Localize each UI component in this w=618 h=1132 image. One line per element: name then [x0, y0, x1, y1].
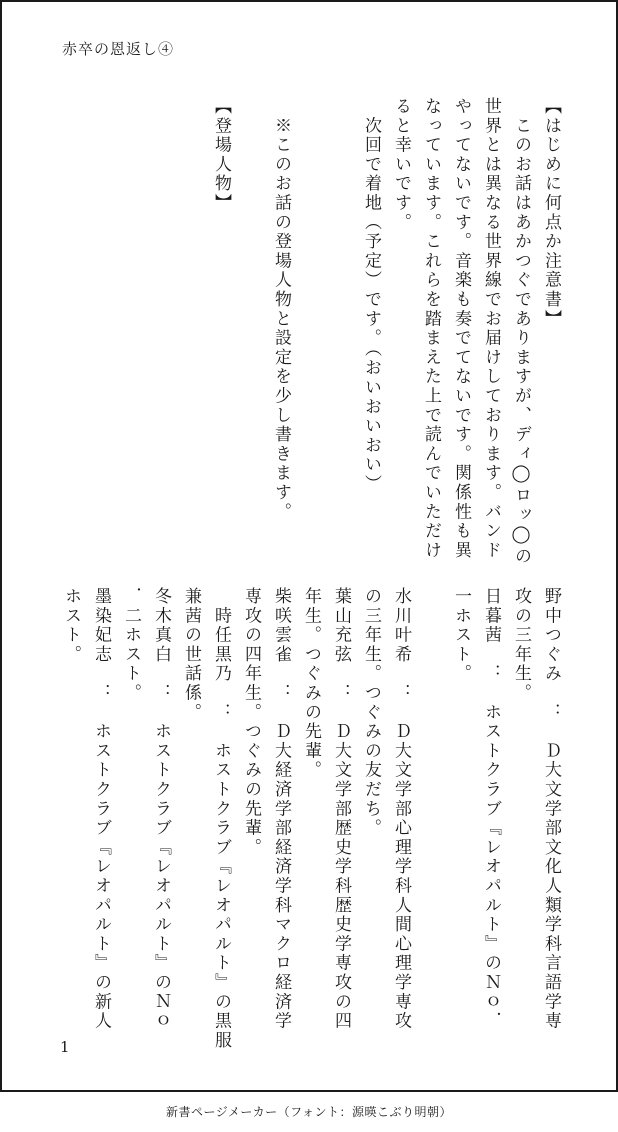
blank-line	[416, 587, 446, 1017]
intro-notes-block	[46, 97, 566, 567]
character-entry: 時任黒乃 ： ホストクラブ『レオパルト』の黒服	[211, 587, 231, 1051]
page-number: 1	[60, 1038, 70, 1056]
section-heading: 【登場人物】	[211, 97, 231, 213]
character-entry: 冬木真白 ： ホストクラブ『レオパルト』のＮｏ	[151, 587, 171, 1031]
text-line: やってないです。音楽も奏でてないです。関係性も異	[451, 97, 471, 561]
text-line: このお話はあかつぐでありますが、ディ◯ロッ◯の	[511, 97, 531, 567]
character-entry: 野中つぐみ ： Ｄ大文学部文化人類学科言語学専	[541, 587, 561, 1031]
character-entry: 日暮茜 ： ホストクラブ『レオパルト』のＮｏ．	[481, 587, 501, 1031]
character-list-block	[46, 587, 566, 1051]
character-entry: 墨染妃志 ： ホストクラブ『レオパルト』の新人	[91, 587, 111, 1031]
character-entry-cont: ．二ホスト。	[121, 587, 141, 703]
character-entry-cont: 専攻の四年生。つぐみの先輩。	[241, 587, 261, 858]
character-entry-cont: ホスト。	[61, 587, 81, 665]
text-line: 【はじめに何点か注意書】	[541, 97, 561, 329]
running-title: 赤卒の恩返し④	[62, 40, 175, 58]
character-entry-cont: の三年生。つぐみの友だち。	[361, 587, 381, 838]
character-entry: 柴咲雲雀 ： Ｄ大経済学部経済学科マクロ経済学	[271, 587, 291, 1031]
text-line: 世界とは異なる世界線でお届けしております。バンド	[481, 97, 501, 561]
blank-line	[236, 97, 266, 527]
character-entry: 葉山充弦 ： Ｄ大文学部歴史学科歴史学専攻の四	[331, 587, 351, 1031]
character-entry: 水川叶希 ： Ｄ大文学部心理学科人間心理学専攻	[391, 587, 411, 1031]
character-entry-cont: 年生。つぐみの先輩。	[301, 587, 321, 780]
text-line: ると幸いです。	[391, 97, 411, 233]
text-line: なっています。これらを踏まえた上で読んでいただけ	[421, 97, 441, 561]
character-entry-cont: 攻の三年生。	[511, 587, 531, 703]
footer-credit: 新書ページメーカー（フォント：源暎こぶり明朝）	[165, 1105, 453, 1119]
character-entry-cont: 一ホスト。	[451, 587, 471, 684]
blank-line	[326, 97, 356, 527]
text-line: 次回で着地（予定）です。（おいおいおい）	[361, 97, 381, 494]
blank-line	[296, 97, 326, 527]
character-entry-cont: 兼茜の世話係。	[181, 587, 201, 723]
text-line: ※このお話の登場人物と設定を少し書きます。	[271, 97, 291, 522]
